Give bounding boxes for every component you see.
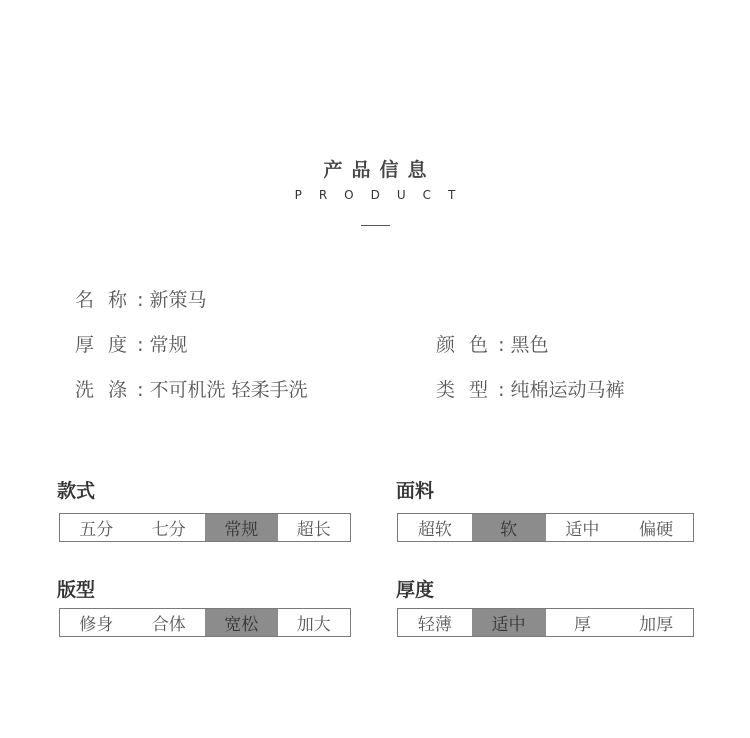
option-bar-fabric xyxy=(397,513,694,542)
info-value: 不可机洗 轻柔手洗 xyxy=(149,379,308,401)
info-name: 名 称 : 新策马 xyxy=(75,289,207,311)
option-item[interactable]: 加厚 xyxy=(639,615,674,635)
title-divider xyxy=(361,225,390,226)
section-title: 产品信息 xyxy=(323,159,436,181)
option-bar-style xyxy=(59,513,351,542)
group-title-fit: 版型 xyxy=(57,579,96,601)
option-item[interactable]: 超软 xyxy=(417,520,452,540)
info-label: 洗 涤 xyxy=(75,379,132,401)
info-value: 黑色 xyxy=(510,334,549,356)
group-title-thickness: 厚度 xyxy=(396,579,435,601)
option-item[interactable]: 常规 xyxy=(205,514,278,541)
info-value: 纯棉运动马裤 xyxy=(510,379,625,401)
info-label: 类 型 xyxy=(436,379,493,401)
option-item[interactable]: 加大 xyxy=(296,615,331,635)
option-item[interactable]: 五分 xyxy=(79,520,114,540)
option-item[interactable]: 七分 xyxy=(151,520,186,540)
option-item[interactable]: 偏硬 xyxy=(639,520,674,540)
group-title-style: 款式 xyxy=(57,480,96,502)
info-label: 颜 色 xyxy=(436,334,493,356)
info-thickness: 厚 度 : 常规 xyxy=(75,334,188,356)
info-type: 类 型 : 纯棉运动马裤 xyxy=(436,379,625,401)
option-item[interactable]: 轻薄 xyxy=(417,615,452,635)
info-label: 名 称 xyxy=(75,289,132,311)
info-value: 新策马 xyxy=(149,289,207,311)
option-item[interactable]: 厚 xyxy=(573,615,591,635)
info-color: 颜 色 : 黑色 xyxy=(436,334,549,356)
section-subtitle: PRODUCT xyxy=(294,188,473,202)
option-item[interactable]: 合体 xyxy=(151,615,186,635)
info-value: 常规 xyxy=(149,334,188,356)
option-item[interactable]: 软 xyxy=(472,514,546,541)
option-item[interactable]: 超长 xyxy=(296,520,331,540)
option-item[interactable]: 修身 xyxy=(79,615,114,635)
info-washing: 洗 涤 : 不可机洗 轻柔手洗 xyxy=(75,379,308,401)
option-bar-fit xyxy=(59,608,351,637)
option-bar-thickness xyxy=(397,608,694,637)
option-item[interactable]: 适中 xyxy=(565,520,600,540)
info-label: 厚 度 xyxy=(75,334,132,356)
option-item[interactable]: 适中 xyxy=(472,609,546,636)
option-item[interactable]: 宽松 xyxy=(205,609,278,636)
group-title-fabric: 面料 xyxy=(396,480,435,502)
